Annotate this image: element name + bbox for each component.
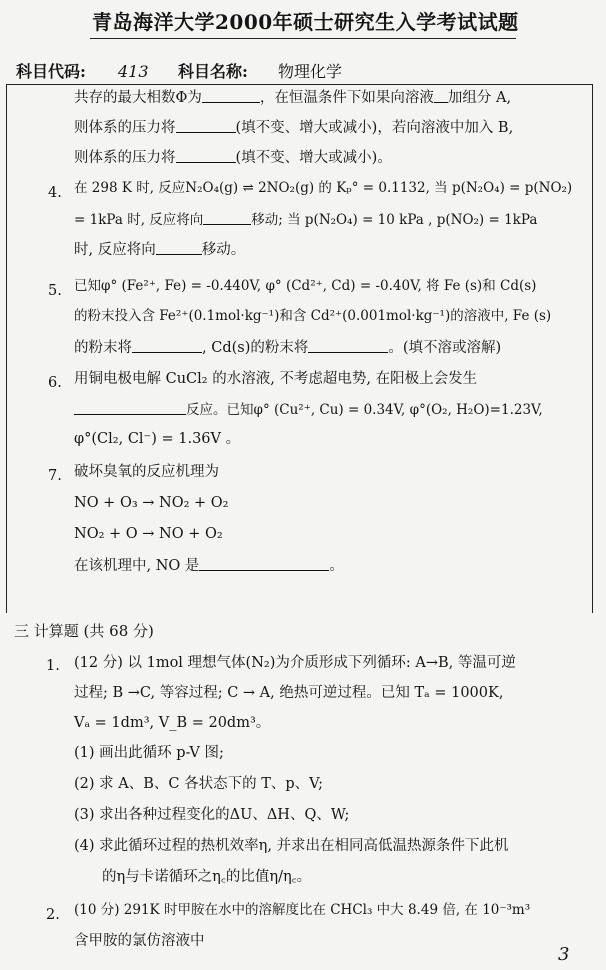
section-three-heading: 三 计算题 (共 68 分): [14, 622, 154, 640]
q6-line2: 反应。已知φ° (Cu²⁺, Cu) = 0.34V, φ°(O₂, H₂O)=1.23V,: [74, 402, 543, 418]
calc1-item1: (1) 画出此循环 p-V 图;: [74, 745, 224, 761]
calc1-line1: (12 分) 以 1mol 理想气体(N₂)为介质形成下列循环: A→B, 等温可逆: [74, 655, 516, 671]
q3-line2: 则体系的压力将 (填不变、增大或减小)，若向溶液中加入 B,: [74, 120, 514, 136]
q6-line3: φ°(Cl₂, Cl⁻) = 1.36V 。: [74, 431, 241, 447]
page-number: 3: [558, 944, 570, 965]
calc1-item4: (4) 求此循环过程的热机效率η, 并求出在相同高低温热源条件下此机: [74, 838, 509, 854]
q5-line1: 已知φ° (Fe²⁺, Fe) = -0.440V, φ° (Cd²⁺, Cd) = -0.40V, 将 Fe (s)和 Cd(s): [74, 278, 537, 294]
calc1-item3: (3) 求出各种过程变化的ΔU、ΔH、Q、W;: [74, 807, 350, 823]
calc2-line1: (10 分) 291K 时甲胺在水中的溶解度比在 CHCl₃ 中大 8.49 倍, 在 10⁻³m³: [74, 902, 531, 918]
subject-name-label: 科目名称:: [178, 62, 248, 81]
q5-line2: 的粉末投入含 Fe²⁺(0.1mol·kg⁻¹)和含 Cd²⁺(0.001mol·kg⁻¹)的溶液中, Fe (s): [74, 308, 552, 324]
q4-line2: = 1kPa 时, 反应将向 移动; 当 p(N₂O₄) = 10 kPa , p(NO₂) = 1kPa: [74, 212, 538, 228]
q7-number: 7.: [48, 468, 62, 484]
calc1-line2: 过程; B →C, 等容过程; C → A, 绝热可逆过程。已知 Tₐ = 1000K,: [74, 685, 504, 701]
subject-name-value: 物理化学: [278, 62, 343, 81]
exam-title: 青岛海洋大学2000年硕士研究生入学考试试题: [92, 10, 519, 34]
q4-line3: 时, 反应将向 移动。: [74, 242, 246, 258]
q7-reaction2: NO₂ + O → NO + O₂: [74, 526, 223, 542]
q3-line1: 共存的最大相数Φ为 ，在恒温条件下如果向溶液 加组分 A,: [74, 90, 512, 106]
q3-line3: 则体系的压力将 (填不变、增大或减小)。: [74, 150, 392, 166]
calc1-item2: (2) 求 A、B、C 各状态下的 T、p、V;: [74, 776, 324, 792]
q6-line1: 用铜电极电解 CuCl₂ 的水溶液, 不考虑超电势, 在阳极上会发生: [74, 371, 478, 387]
calc1-item4-cont: 的η与卡诺循环之η꜀的比值η/η꜀。: [102, 869, 312, 885]
q6-number: 6.: [48, 375, 62, 391]
subject-code-value: 413: [118, 62, 149, 81]
q4-number: 4.: [48, 185, 62, 201]
calc1-line3: Vₐ = 1dm³, V_B = 20dm³。: [74, 715, 271, 731]
q5-line3: 的粉末将 , Cd(s)的粉末将 。(填不溶或溶解): [74, 340, 502, 356]
q7-line4: 在该机理中, NO 是 。: [74, 558, 344, 574]
calc2-number: 2.: [46, 907, 60, 923]
calc1-number: 1.: [46, 658, 60, 674]
q7-line1: 破坏臭氧的反应机理为: [74, 464, 219, 480]
title-underline: [90, 38, 516, 39]
q5-number: 5.: [48, 283, 62, 299]
calc2-line2: 含甲胺的氯仿溶液中: [74, 933, 205, 949]
subject-code-label: 科目代码:: [16, 62, 86, 81]
q7-reaction1: NO + O₃ → NO₂ + O₂: [74, 495, 229, 511]
q4-line1: 在 298 K 时, 反应N₂O₄(g) ⇌ 2NO₂(g) 的 Kₚ° = 0.1132, 当 p(N₂O₄) = p(NO₂): [74, 180, 573, 196]
